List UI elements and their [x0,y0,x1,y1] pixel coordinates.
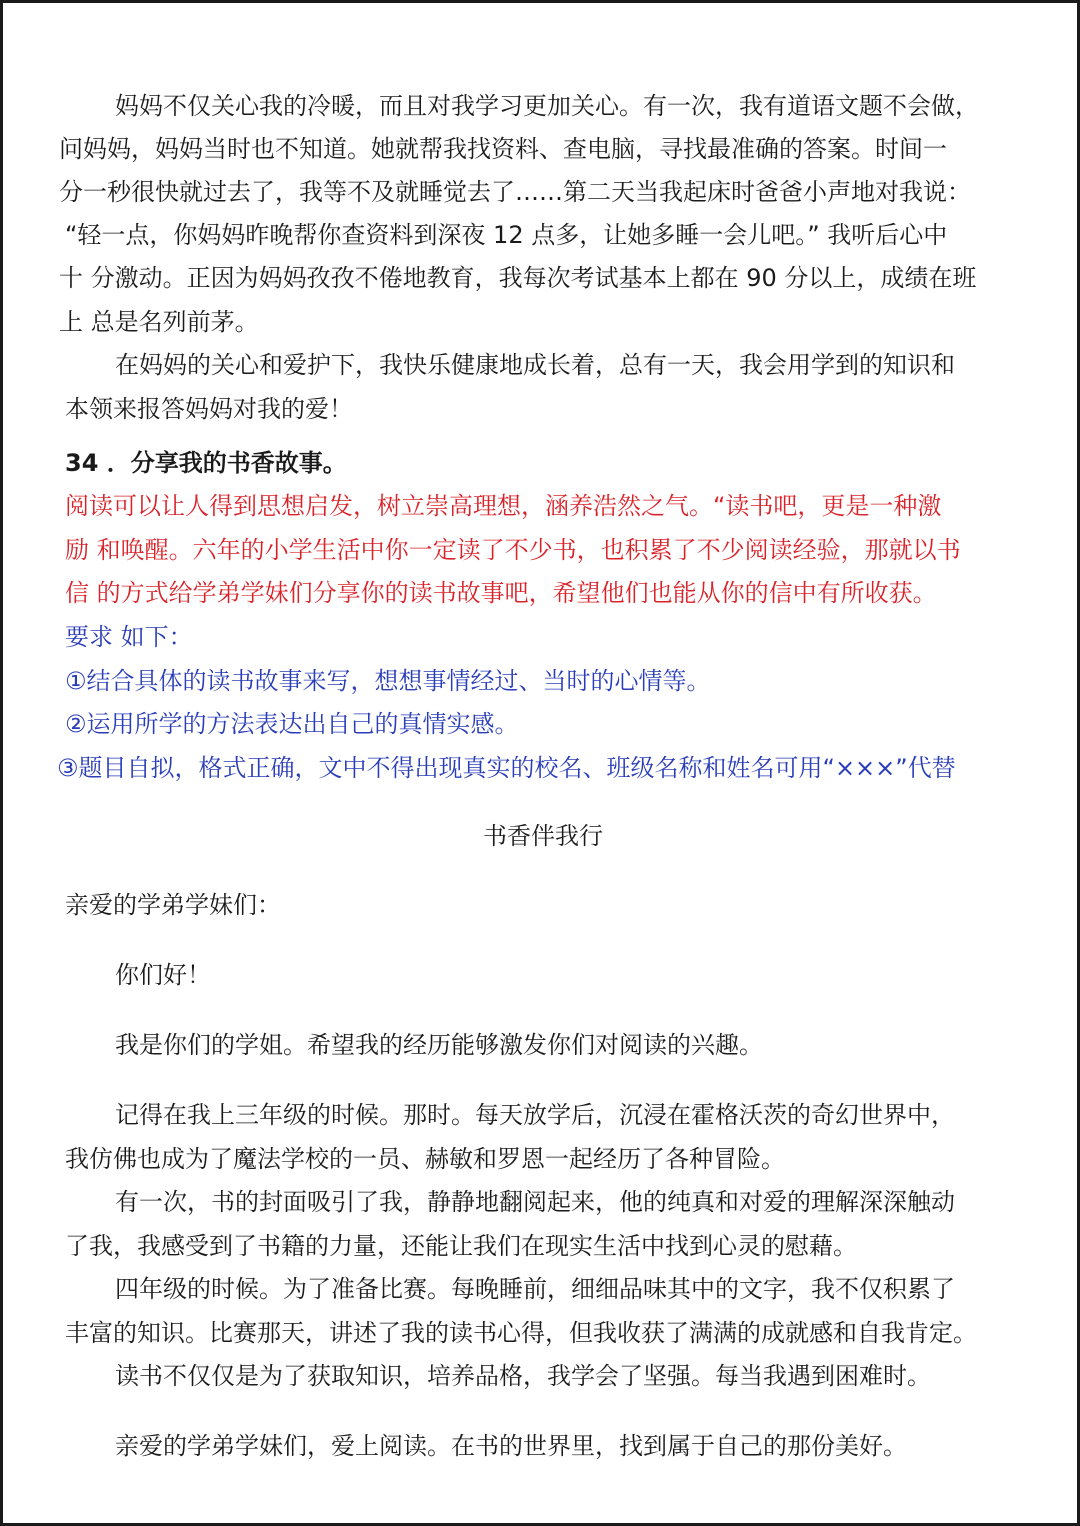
story-paragraph1-line6: 上 总是名列前茅。 [59,308,259,336]
essay-salutation: 亲爱的学弟学妹们： [65,891,281,919]
question-prompt-line2: 励 和唤醒。六年的小学生活中你一定读了不少书，也积累了不少阅读经验，那就以书 [65,536,961,564]
story-paragraph1-line5: 十 分激动。正因为妈妈孜孜不倦地教育，我每次考试基本上都在 90 分以上，成绩在班 [59,264,977,292]
essay-body-line7: 读书不仅仅是为了获取知识，培养品格，我学会了坚强。每当我遇到困难时。 [115,1362,931,1390]
requirement-item-3: ③题目自拟，格式正确，文中不得出现真实的校名、班级名称和姓名可用“×××”代替 [57,754,956,782]
story-paragraph1-line3: 分一秒很快就过去了，我等不及就睡觉去了……第二天当我起床时爸爸小声地对我说： [59,178,971,206]
essay-title: 书香伴我行 [483,822,603,850]
essay-body-line2: 我仿佛也成为了魔法学校的一员、赫敏和罗恩一起经历了各种冒险。 [65,1145,785,1173]
story-paragraph2-line2: 本领来报答妈妈对我的爱！ [65,395,353,423]
essay-body-line6: 丰富的知识。比赛那天，讲述了我的读书心得，但我收获了满满的成就感和自我肯定。 [65,1319,977,1347]
story-paragraph1-line2: 问妈妈，妈妈当时也不知道。她就帮我找资料、查电脑，寻找最准确的答案。时间一 [59,135,947,163]
essay-body-line4: 了我，我感受到了书籍的力量，还能让我们在现实生活中找到心灵的慰藉。 [65,1232,857,1260]
requirements-heading: 要求 如下： [65,623,193,651]
question-title: 34 ．分享我的书香故事。 [65,449,347,477]
essay-body-line5: 四年级的时候。为了准备比赛。每晚睡前，细细品味其中的文字，我不仅积累了 [115,1275,955,1303]
requirement-item-1: ①结合具体的读书故事来写，想想事情经过、当时的心情等。 [65,667,711,695]
essay-intro: 我是你们的学姐。希望我的经历能够激发你们对阅读的兴趣。 [115,1031,763,1059]
essay-body-line1: 记得在我上三年级的时候。那时。每天放学后，沉浸在霍格沃茨的奇幻世界中， [115,1101,955,1129]
story-paragraph2-line1: 在妈妈的关心和爱护下，我快乐健康地成长着，总有一天，我会用学到的知识和 [115,351,955,379]
requirement-item-2: ②运用所学的方法表达出自己的真情实感。 [65,710,519,738]
question-prompt-line1: 阅读可以让人得到思想启发，树立崇高理想，涵养浩然之气。“读书吧，更是一种激 [65,492,942,520]
essay-closing: 亲爱的学弟学妹们，爱上阅读。在书的世界里，找到属于自己的那份美好。 [115,1432,907,1460]
question-prompt-line3: 信 的方式给学弟学妹们分享你的读书故事吧，希望他们也能从你的信中有所收获。 [65,579,937,607]
essay-greeting: 你们好！ [115,961,211,989]
story-paragraph1-line1: 妈妈不仅关心我的冷暖，而且对我学习更加关心。有一次，我有道语文题不会做， [115,92,979,120]
story-paragraph1-line4: “轻一点，你妈妈昨晚帮你查资料到深夜 12 点多，让她多睡一会儿吧。” 我听后心中 [65,221,948,249]
essay-body-line3: 有一次，书的封面吸引了我，静静地翻阅起来，他的纯真和对爱的理解深深触动 [115,1188,955,1216]
